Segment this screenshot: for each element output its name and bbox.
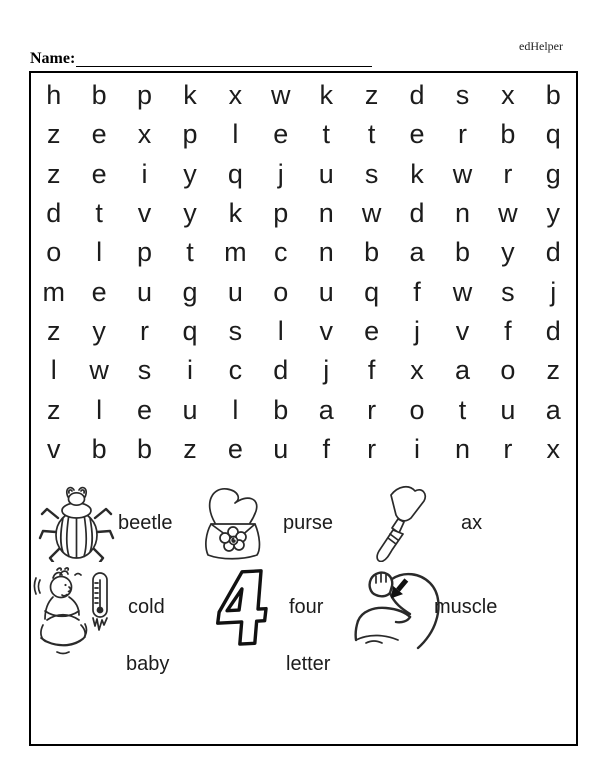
grid-letter: s: [364, 158, 379, 189]
word-label-muscle: muscle: [434, 596, 498, 618]
grid-letter: l: [232, 119, 239, 150]
grid-letter: i: [141, 158, 148, 189]
word-label-four: four: [289, 596, 324, 618]
grid-letter: u: [500, 394, 516, 425]
grid-letter: k: [228, 198, 243, 229]
grid-letter: v: [46, 433, 61, 464]
grid-letter: w: [452, 158, 473, 189]
grid-letter: f: [413, 276, 421, 307]
grid-letter: e: [364, 315, 380, 346]
cold-icon: [33, 567, 118, 655]
grid-letter: w: [89, 355, 109, 386]
grid-letter: f: [504, 315, 512, 346]
grid-letter: z: [364, 80, 379, 111]
grid-letter: p: [273, 198, 289, 229]
name-fill-in-line: [76, 66, 372, 67]
grid-letter: t: [458, 394, 467, 425]
grid-letter: b: [91, 80, 107, 111]
grid-letter: a: [454, 355, 470, 386]
grid-letter: d: [545, 237, 561, 268]
word-label-ax: ax: [461, 512, 483, 534]
grid-letter: x: [137, 119, 152, 150]
grid-letter: h: [46, 80, 62, 111]
grid-letter: k: [183, 80, 197, 111]
grid-letter: z: [546, 355, 561, 386]
grid-letter: j: [277, 158, 284, 189]
grid-letter: b: [454, 237, 470, 268]
grid-letter: a: [409, 237, 425, 268]
grid-letter: q: [545, 119, 561, 150]
beetle-icon: [38, 484, 116, 562]
grid-letter: k: [410, 158, 424, 189]
grid-letter: b: [364, 237, 380, 268]
grid-letter: u: [273, 433, 289, 464]
grid-letter: b: [137, 433, 153, 464]
grid-letter: n: [318, 237, 334, 268]
grid-letter: g: [182, 276, 198, 307]
grid-letter: l: [50, 355, 57, 386]
grid-letter: b: [91, 433, 107, 464]
grid-letter: o: [46, 237, 62, 268]
grid-letter: d: [273, 355, 289, 386]
grid-letter: j: [323, 355, 330, 386]
grid-letter: v: [455, 315, 470, 346]
grid-letter: t: [322, 119, 330, 150]
grid-letter: x: [228, 80, 243, 111]
four-icon: [210, 569, 270, 649]
grid-letter: r: [140, 315, 150, 346]
ax-icon: [365, 484, 440, 562]
letter-grid: [31, 76, 576, 469]
grid-letter: v: [319, 315, 333, 346]
grid-letter: n: [454, 198, 470, 229]
grid-letter: v: [137, 198, 152, 229]
grid-letter: o: [273, 276, 289, 307]
grid-letter: q: [364, 276, 380, 307]
grid-letter: r: [367, 433, 377, 464]
grid-letter: b: [545, 80, 561, 111]
grid-letter: p: [182, 119, 198, 150]
grid-letter: r: [503, 433, 513, 464]
grid-letter: b: [273, 394, 289, 425]
grid-letter: f: [322, 433, 330, 464]
grid-letter: z: [183, 433, 197, 464]
grid-letter: w: [498, 198, 518, 229]
grid-letter: d: [409, 198, 425, 229]
word-search-box: [29, 71, 578, 746]
grid-letter: s: [137, 355, 152, 386]
word-label-cold: cold: [128, 596, 165, 618]
edhelper-logo: edHelper: [519, 39, 563, 53]
grid-letter: e: [273, 119, 289, 150]
grid-letter: g: [545, 158, 561, 189]
grid-letter: z: [46, 119, 61, 150]
word-label-beetle: beetle: [118, 512, 173, 534]
grid-letter: a: [318, 394, 334, 425]
word-label-baby: baby: [126, 653, 170, 675]
grid-letter: s: [501, 276, 515, 307]
grid-letter: y: [183, 198, 197, 229]
grid-letter: z: [46, 315, 61, 346]
purse-icon: [198, 484, 270, 562]
grid-letter: m: [42, 276, 65, 307]
grid-letter: u: [137, 276, 153, 307]
grid-letter: m: [224, 237, 247, 268]
grid-letter: p: [137, 237, 153, 268]
muscle-icon: [352, 569, 444, 651]
grid-letter: x: [501, 80, 515, 111]
grid-letter: d: [545, 315, 561, 346]
grid-letter: y: [92, 315, 106, 346]
grid-letter: o: [500, 355, 516, 386]
grid-letter: p: [137, 80, 153, 111]
grid-letter: c: [274, 237, 288, 268]
grid-letter: r: [367, 394, 377, 425]
grid-letter: u: [318, 276, 334, 307]
name-label: Name:: [30, 50, 76, 67]
grid-letter: d: [409, 80, 425, 111]
grid-letter: y: [501, 237, 515, 268]
grid-letter: w: [452, 276, 473, 307]
grid-letter: q: [227, 158, 243, 189]
grid-letter: j: [414, 315, 421, 346]
grid-letter: y: [183, 158, 197, 189]
grid-letter: x: [546, 433, 561, 464]
grid-letter: t: [367, 119, 376, 150]
grid-letter: k: [319, 80, 333, 111]
word-label-purse: purse: [283, 512, 334, 534]
grid-letter: a: [545, 394, 561, 425]
grid-letter: l: [96, 237, 103, 268]
grid-letter: y: [546, 198, 561, 229]
grid-letter: e: [409, 119, 425, 150]
grid-letter: l: [277, 315, 284, 346]
grid-letter: l: [232, 394, 239, 425]
grid-letter: t: [186, 237, 194, 268]
grid-letter: e: [91, 158, 107, 189]
grid-letter: e: [227, 433, 243, 464]
grid-letter: c: [228, 355, 243, 386]
grid-letter: r: [457, 119, 467, 150]
grid-letter: b: [500, 119, 516, 150]
grid-letter: w: [271, 80, 291, 111]
grid-letter: w: [361, 198, 382, 229]
grid-letter: u: [182, 394, 198, 425]
grid-letter: t: [95, 198, 103, 229]
grid-letter: i: [186, 355, 193, 386]
grid-letter: j: [550, 276, 557, 307]
grid-letter: u: [318, 158, 334, 189]
grid-letter: z: [46, 394, 61, 425]
grid-letter: d: [46, 198, 62, 229]
grid-letter: o: [409, 394, 425, 425]
grid-letter: z: [46, 158, 61, 189]
grid-letter: n: [318, 198, 334, 229]
grid-letter: r: [503, 158, 513, 189]
grid-letter: e: [137, 394, 153, 425]
word-label-letter: letter: [286, 653, 331, 675]
grid-letter: f: [367, 355, 376, 386]
grid-letter: u: [227, 276, 243, 307]
grid-letter: e: [91, 119, 107, 150]
grid-letter: n: [454, 433, 470, 464]
grid-letter: e: [91, 276, 107, 307]
grid-letter: s: [455, 80, 470, 111]
grid-letter: x: [410, 355, 424, 386]
grid-letter: q: [182, 315, 198, 346]
grid-letter: i: [414, 433, 421, 464]
grid-letter: l: [96, 394, 103, 425]
grid-letter: s: [228, 315, 243, 346]
